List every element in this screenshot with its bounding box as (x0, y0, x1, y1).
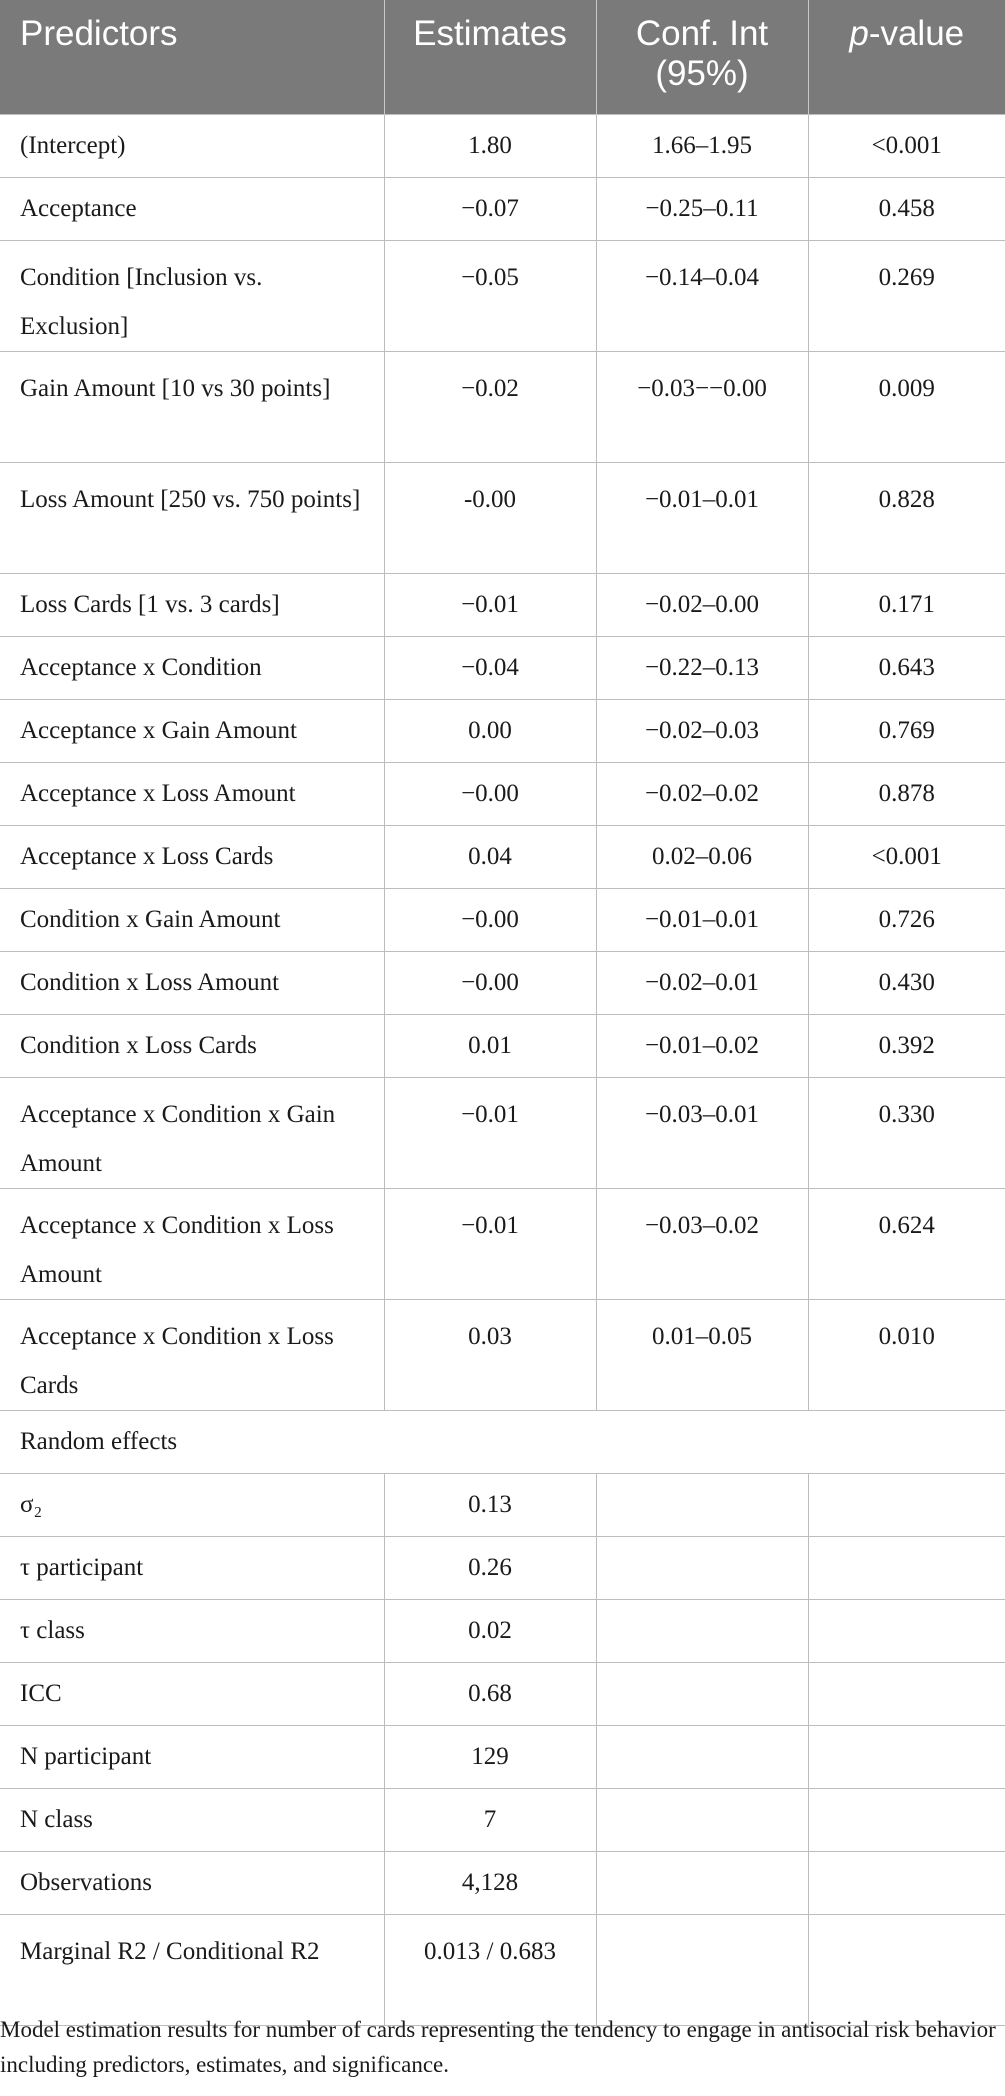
estimate-cell: −0.04 (384, 636, 596, 699)
header-predictors: Predictors (0, 0, 384, 114)
empty-cell (596, 1851, 808, 1914)
ci-cell: −0.02–0.02 (596, 762, 808, 825)
ci-cell: 0.02–0.06 (596, 825, 808, 888)
predictor-cell: Condition x Loss Cards (0, 1014, 384, 1077)
random-value-cell: 0.013 / 0.683 (384, 1914, 596, 2025)
predictor-cell: Acceptance x Condition (0, 636, 384, 699)
random-value-cell: 0.13 (384, 1473, 596, 1536)
estimate-cell: −0.02 (384, 351, 596, 462)
p-cell: 0.330 (808, 1077, 1005, 1188)
estimate-cell: 0.03 (384, 1299, 596, 1410)
p-cell: 0.269 (808, 240, 1005, 351)
ci-cell: −0.01–0.01 (596, 888, 808, 951)
random-row (0, 1914, 1005, 2025)
ci-cell: −0.03−−0.00 (596, 351, 808, 462)
empty-cell (808, 1599, 1005, 1662)
predictor-cell: Acceptance x Condition x Loss Amount (0, 1188, 384, 1299)
empty-cell (808, 1473, 1005, 1536)
random-value-cell: 4,128 (384, 1851, 596, 1914)
header-p-value (808, 0, 1005, 114)
table-caption: Model estimation results for number of cards representing the tendency to engage in antisocial risk behavior including predictors, estimates, and significance. (0, 2017, 996, 2077)
random-row (0, 1536, 1005, 1599)
random-value-cell: 0.02 (384, 1599, 596, 1662)
random-value-cell: 0.68 (384, 1662, 596, 1725)
random-label-cell: τ participant (0, 1536, 384, 1599)
estimate-cell: −0.01 (384, 1188, 596, 1299)
table-row (0, 888, 1005, 951)
p-cell: 0.010 (808, 1299, 1005, 1410)
random-label-cell: Observations (0, 1851, 384, 1914)
ci-cell: −0.02–0.00 (596, 573, 808, 636)
estimate-cell: −0.05 (384, 240, 596, 351)
random-row (0, 1788, 1005, 1851)
random-row (0, 1662, 1005, 1725)
p-cell: 0.430 (808, 951, 1005, 1014)
estimate-cell: 1.80 (384, 114, 596, 177)
p-cell: 0.828 (808, 462, 1005, 573)
predictor-cell: Condition x Gain Amount (0, 888, 384, 951)
random-value-cell: 7 (384, 1788, 596, 1851)
predictor-cell: Acceptance (0, 177, 384, 240)
empty-cell (808, 1725, 1005, 1788)
predictor-cell: Condition x Loss Amount (0, 951, 384, 1014)
predictor-cell: (Intercept) (0, 114, 384, 177)
table-header-row (0, 0, 1005, 114)
table-row (0, 762, 1005, 825)
random-label-cell: N participant (0, 1725, 384, 1788)
empty-cell (596, 1725, 808, 1788)
p-cell: <0.001 (808, 114, 1005, 177)
header-conf-int: Conf. Int (95%) (596, 0, 808, 114)
table-row (0, 1188, 1005, 1299)
table-row (0, 636, 1005, 699)
random-label-cell: N class (0, 1788, 384, 1851)
random-label-cell: τ class (0, 1599, 384, 1662)
p-cell: <0.001 (808, 825, 1005, 888)
predictor-cell: Condition [Inclusion vs. Exclusion] (0, 240, 384, 351)
ci-cell: −0.01–0.01 (596, 462, 808, 573)
empty-cell (596, 1788, 808, 1851)
random-row (0, 1851, 1005, 1914)
estimate-cell: -0.00 (384, 462, 596, 573)
table-row (0, 351, 1005, 462)
empty-cell (808, 1788, 1005, 1851)
random-row (0, 1473, 1005, 1536)
table-row (0, 177, 1005, 240)
p-cell: 0.458 (808, 177, 1005, 240)
table-row (0, 1014, 1005, 1077)
random-effects-row (0, 1410, 1005, 1473)
header-p-italic: p (849, 14, 869, 53)
random-value-cell: 0.26 (384, 1536, 596, 1599)
predictor-cell: Loss Amount [250 vs. 750 points] (0, 462, 384, 573)
empty-cell (808, 1536, 1005, 1599)
predictor-cell: Acceptance x Condition x Loss Cards (0, 1299, 384, 1410)
empty-cell (596, 1662, 808, 1725)
predictor-cell: Acceptance x Loss Amount (0, 762, 384, 825)
ci-cell: −0.02–0.03 (596, 699, 808, 762)
ci-cell: −0.25–0.11 (596, 177, 808, 240)
random-row (0, 1599, 1005, 1662)
random-effects-label: Random effects (0, 1410, 1005, 1473)
estimate-cell: 0.00 (384, 699, 596, 762)
table-row (0, 1299, 1005, 1410)
random-label-cell: ICC (0, 1662, 384, 1725)
ci-cell: −0.03–0.02 (596, 1188, 808, 1299)
p-cell: 0.878 (808, 762, 1005, 825)
empty-cell (596, 1914, 808, 2025)
random-label-cell: σ₂ (0, 1473, 384, 1536)
p-cell: 0.392 (808, 1014, 1005, 1077)
random-value-cell: 129 (384, 1725, 596, 1788)
predictor-cell: Loss Cards [1 vs. 3 cards] (0, 573, 384, 636)
p-cell: 0.726 (808, 888, 1005, 951)
ci-cell: −0.02–0.01 (596, 951, 808, 1014)
table-row (0, 573, 1005, 636)
p-cell: 0.171 (808, 573, 1005, 636)
ci-cell: −0.22–0.13 (596, 636, 808, 699)
empty-cell (596, 1536, 808, 1599)
predictor-cell: Gain Amount [10 vs 30 points] (0, 351, 384, 462)
estimate-cell: −0.00 (384, 888, 596, 951)
random-label-cell: Marginal R2 / Conditional R2 (0, 1914, 384, 2025)
table-row (0, 825, 1005, 888)
table-row (0, 951, 1005, 1014)
estimate-cell: −0.07 (384, 177, 596, 240)
empty-cell (808, 1662, 1005, 1725)
table-row (0, 1077, 1005, 1188)
table-row (0, 462, 1005, 573)
empty-cell (596, 1473, 808, 1536)
random-row (0, 1725, 1005, 1788)
header-estimates: Estimates (384, 0, 596, 114)
predictor-cell: Acceptance x Gain Amount (0, 699, 384, 762)
p-cell: 0.009 (808, 351, 1005, 462)
estimate-cell: 0.01 (384, 1014, 596, 1077)
p-cell: 0.624 (808, 1188, 1005, 1299)
predictor-cell: Acceptance x Condition x Gain Amount (0, 1077, 384, 1188)
ci-cell: −0.01–0.02 (596, 1014, 808, 1077)
table-row (0, 240, 1005, 351)
empty-cell (808, 1851, 1005, 1914)
estimate-cell: −0.00 (384, 951, 596, 1014)
empty-cell (808, 1914, 1005, 2025)
empty-cell (596, 1599, 808, 1662)
estimate-cell: −0.00 (384, 762, 596, 825)
ci-cell: 0.01–0.05 (596, 1299, 808, 1410)
header-p-rest: -value (868, 14, 965, 53)
table-row (0, 114, 1005, 177)
predictor-cell: Acceptance x Loss Cards (0, 825, 384, 888)
estimate-cell: −0.01 (384, 573, 596, 636)
table-row (0, 699, 1005, 762)
p-cell: 0.769 (808, 699, 1005, 762)
p-cell: 0.643 (808, 636, 1005, 699)
ci-cell: −0.03–0.01 (596, 1077, 808, 1188)
ci-cell: 1.66–1.95 (596, 114, 808, 177)
estimate-cell: 0.04 (384, 825, 596, 888)
ci-cell: −0.14–0.04 (596, 240, 808, 351)
estimate-cell: −0.01 (384, 1077, 596, 1188)
